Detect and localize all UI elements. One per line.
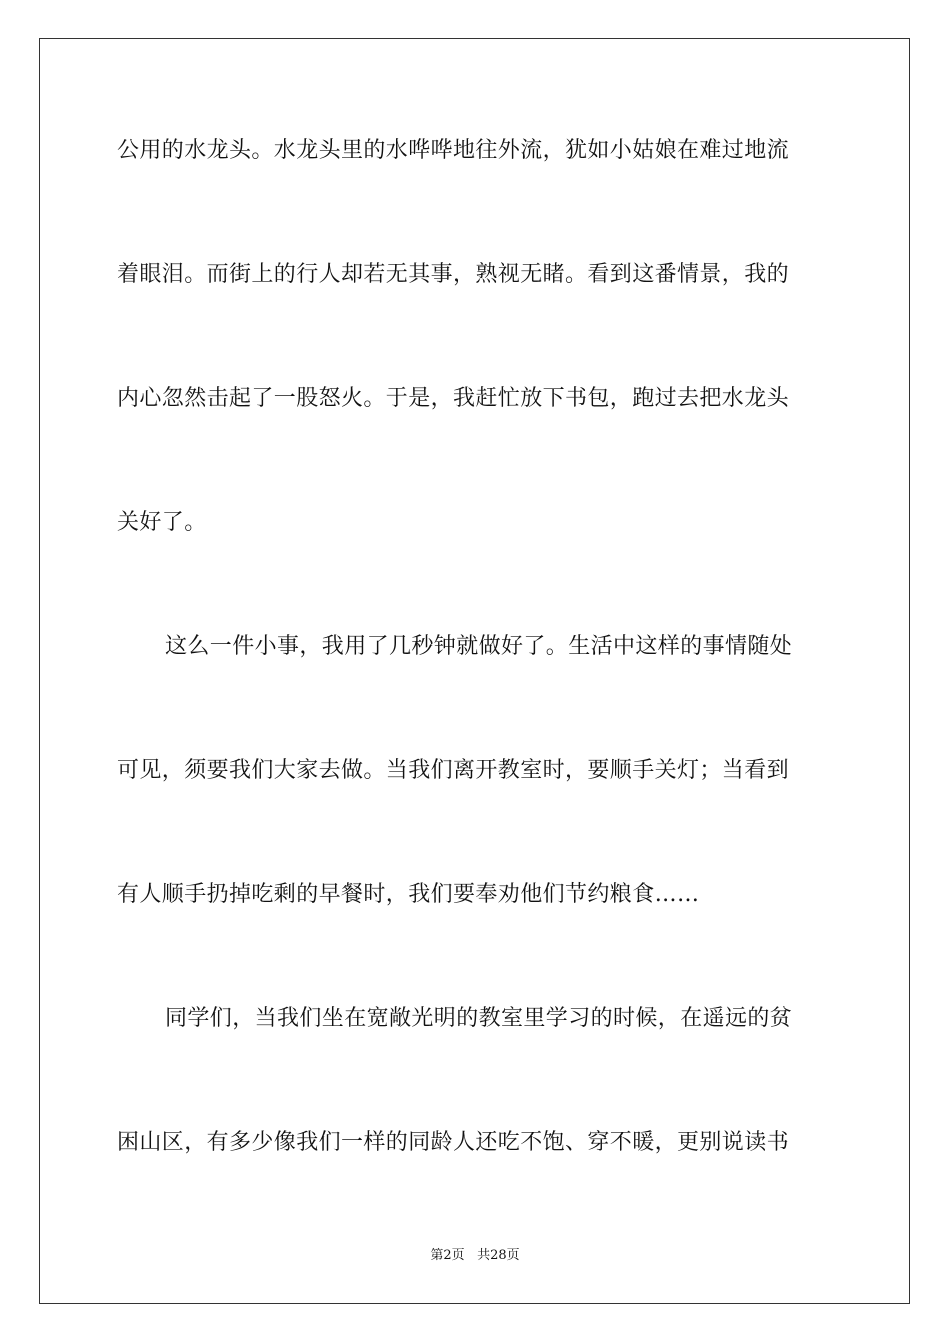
page-border xyxy=(39,38,910,1304)
text-line: 内心忽然击起了一股怒火。于是，我赶忙放下书包，跑过去把水龙头 xyxy=(117,386,790,411)
paragraph-start-line: 同学们，当我们坐在宽敞光明的教室里学习的时候，在遥远的贫 xyxy=(165,1006,793,1031)
text-line: 可见，须要我们大家去做。当我们离开教室时，要顺手关灯；当看到 xyxy=(117,758,790,783)
page-footer xyxy=(0,1247,950,1265)
paragraph-start-line: 这么一件小事，我用了几秒钟就做好了。生活中这样的事情随处 xyxy=(165,634,793,659)
text-line: 有人顺手扔掉吃剩的早餐时，我们要奉劝他们节约粮食…… xyxy=(117,882,700,907)
page-total: 共28页 xyxy=(477,1248,520,1263)
text-line: 着眼泪。而街上的行人却若无其事，熟视无睹。看到这番情景，我的 xyxy=(117,262,790,287)
text-line: 关好了。 xyxy=(117,510,207,535)
page-number: 第2页 xyxy=(430,1248,465,1263)
text-line: 公用的水龙头。水龙头里的水哗哗地往外流，犹如小姑娘在难过地流 xyxy=(117,138,790,163)
text-line: 困山区，有多少像我们一样的同龄人还吃不饱、穿不暖，更别说读书 xyxy=(117,1130,790,1155)
